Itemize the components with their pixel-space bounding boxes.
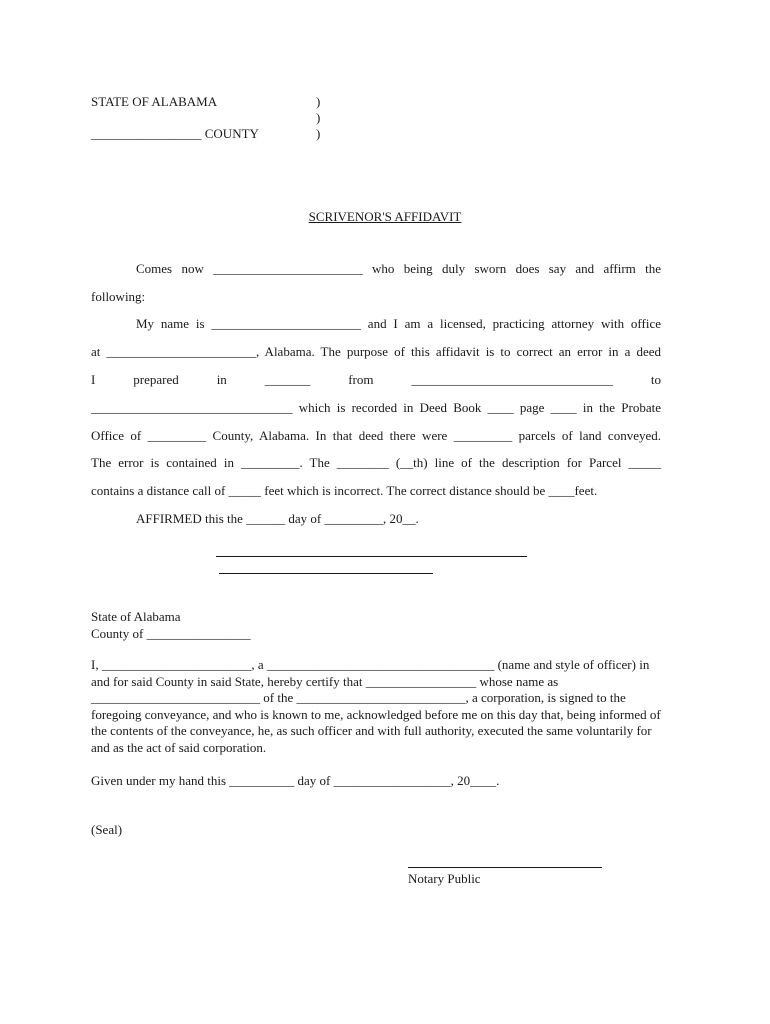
affidavit-line: My name is _______________________ and I am a licensed, practicing attorney with office xyxy=(136,316,661,331)
affidavit-line: The error is contained in _________. The ________ (__th) line of the description for Parcel _____ xyxy=(91,455,661,470)
affidavit-word: from xyxy=(348,372,374,387)
affidavit-line: _______________________________ which is recorded in Deed Book ____ page ____ in the Probate xyxy=(91,400,661,415)
affidavit-word: _______________________________ xyxy=(411,372,613,387)
caption-paren: ) xyxy=(316,94,321,109)
affidavit-line-spread xyxy=(91,372,661,388)
affidavit-word: to xyxy=(650,372,661,387)
notary-paragraph: I, _______________________, a ___________________________________ (name and style of officer) in and for said County in said State, hereby certify that _________________ whose name as __________________________ of the __________________________, a corporation, is signed to the foregoing conveyance, and who is known to me, acknowledged before me on this day that, being informed of the contents of the conveyance, he, as such officer and with full authority, executed the same voluntarily for and as the act of said corporation. xyxy=(91,657,661,755)
affirmed-line: AFFIRMED this the ______ day of _________, 20__. xyxy=(136,511,419,526)
affidavit-word: I xyxy=(91,372,96,387)
caption-paren: ) xyxy=(316,110,321,125)
caption-state: STATE OF ALABAMA xyxy=(91,94,218,109)
affidavit-line: at _______________________, Alabama. The purpose of this affidavit is to correct an error in a deed xyxy=(91,344,661,359)
notary-state: State of Alabama xyxy=(91,609,181,624)
given-line: Given under my hand this __________ day of __________________, 20____. xyxy=(91,773,500,788)
affidavit-line: contains a distance call of _____ feet which is incorrect. The correct distance should be ____feet. xyxy=(91,483,598,498)
notary-signature-line xyxy=(408,867,602,868)
signature-line xyxy=(216,556,527,557)
caption-county: _________________ COUNTY xyxy=(91,126,259,141)
caption-paren: ) xyxy=(316,126,321,141)
notary-signature-label: Notary Public xyxy=(408,871,481,886)
affidavit-line: following: xyxy=(91,289,146,304)
notary-county: County of ________________ xyxy=(91,626,251,641)
affidavit-word: in xyxy=(216,372,227,387)
document-title: SCRIVENOR'S AFFIDAVIT xyxy=(308,209,462,224)
affidavit-line: Comes now _______________________ who being duly sworn does say and affirm the xyxy=(136,261,661,276)
seal-label: (Seal) xyxy=(91,822,123,837)
affidavit-word: _______ xyxy=(264,372,311,387)
signature-line xyxy=(219,573,433,574)
affidavit-line: Office of _________ County, Alabama. In that deed there were _________ parcels of land conveyed. xyxy=(91,428,661,443)
affidavit-word: prepared xyxy=(133,372,179,387)
